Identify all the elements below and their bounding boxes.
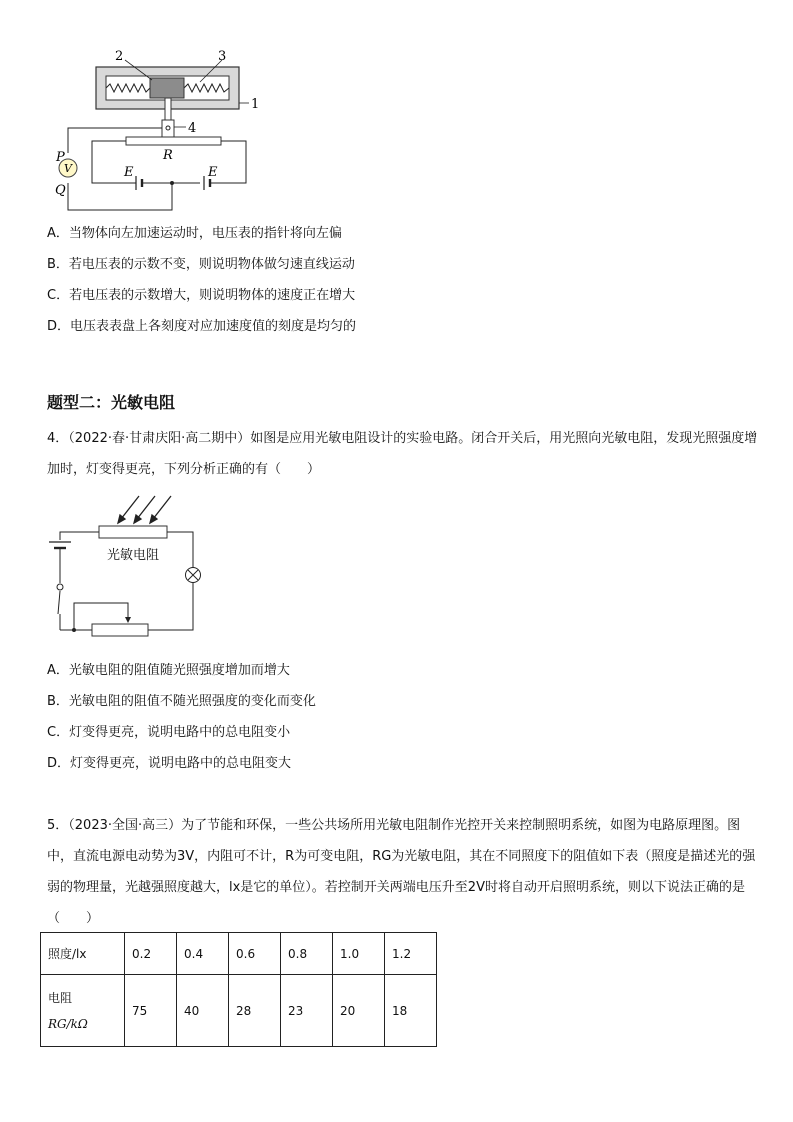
wire-top-left — [60, 532, 99, 540]
table-header-resistance-line2: RG/kΩ — [48, 1016, 88, 1031]
label-R: R — [163, 148, 173, 163]
light-arrows — [118, 496, 171, 523]
label-4: 4 — [188, 121, 197, 136]
table-cell: 1.0 — [333, 933, 385, 975]
table-cell: 23 — [281, 975, 333, 1047]
table-cell: 28 — [229, 975, 281, 1047]
table-row-illuminance — [41, 933, 437, 975]
label-V: V — [64, 162, 72, 175]
label-1: 1 — [251, 97, 260, 112]
table-cell: 0.6 — [229, 933, 281, 975]
table-cell: 0.8 — [281, 933, 333, 975]
label-P: P — [56, 150, 65, 165]
wire-bottom — [68, 183, 172, 210]
table-cell: 40 — [177, 975, 229, 1047]
junction-dot — [170, 181, 174, 185]
switch-blade — [58, 591, 60, 614]
wire-right-bottom — [148, 582, 193, 630]
accelerometer-circuit-figure — [0, 0, 300, 215]
label-3: 3 — [218, 49, 227, 64]
q3-option-c: C．若电压表的示数增大，则说明物体的速度正在增大 — [47, 288, 356, 303]
table-header-resistance — [41, 975, 125, 1047]
table-cell: 0.2 — [125, 933, 177, 975]
switch-contact — [57, 584, 63, 590]
q4-option-b: B．光敏电阻的阻值不随光照强度的变化而变化 — [47, 694, 316, 709]
photoresistor-circuit-figure — [0, 490, 230, 650]
table-header-resistance-line1: 电阻 — [48, 990, 73, 1005]
section-title: 题型二：光敏电阻 — [47, 393, 176, 412]
q3-option-b: B．若电压表的示数不变，则说明物体做匀速直线运动 — [47, 257, 355, 272]
q3-option-d: D．电压表表盘上各刻度对应加速度值的刻度是均匀的 — [47, 319, 357, 334]
q4-stem: 4．（2022·春·甘肃庆阳·高二期中）如图是应用光敏电阻设计的实验电路。闭合开关后，用光照向光敏电阻，发现光照强度增加时，灯变得更亮，下列分析正确的有（ ） — [47, 431, 758, 477]
photoresistor — [99, 526, 167, 538]
q3-option-a: A．当物体向左加速运动时，电压表的指针将向左偏 — [47, 226, 342, 241]
slider-rod — [165, 98, 171, 120]
table-cell: 18 — [385, 975, 437, 1047]
table-cell: 20 — [333, 975, 385, 1047]
table-header-illuminance: 照度/lx — [41, 933, 125, 975]
table-row-resistance — [41, 975, 437, 1047]
label-E-right: E — [208, 165, 218, 180]
rheostat — [92, 624, 148, 636]
label-E-left: E — [124, 165, 134, 180]
mass-block-2 — [150, 78, 184, 98]
table-cell: 1.2 — [385, 933, 437, 975]
photoresistor-label: 光敏电阻 — [107, 548, 160, 563]
resistor-R — [126, 137, 221, 145]
label-2: 2 — [115, 49, 124, 64]
label-Q: Q — [55, 183, 66, 198]
table-cell: 75 — [125, 975, 177, 1047]
wire-top-right — [167, 532, 193, 568]
q4-option-c: C．灯变得更亮，说明电路中的总电阻变小 — [47, 725, 291, 740]
q4-option-a: A．光敏电阻的阻值随光照强度增加而增大 — [47, 663, 290, 678]
q5-stem: 5．（2023·全国·高三）为了节能和环保，一些公共场所用光敏电阻制作光控开关来控制照明系统，如图为电路原理图。图中，直流电源电动势为3V，内阻可不计，R为可变电阻，RG为光敏电阻，其在不同照度下的阻值如下表（照度是描述光的强弱的物理量，光越强照度越大，lx是它的单位）。若控制开关两端电压升至2V时将自动开启照明系统，则以下说法正确的是（ ） — [47, 818, 756, 926]
illuminance-resistance-table — [40, 932, 437, 1047]
table-cell: 0.4 — [177, 933, 229, 975]
q4-option-d: D．灯变得更亮，说明电路中的总电阻变大 — [47, 756, 292, 771]
